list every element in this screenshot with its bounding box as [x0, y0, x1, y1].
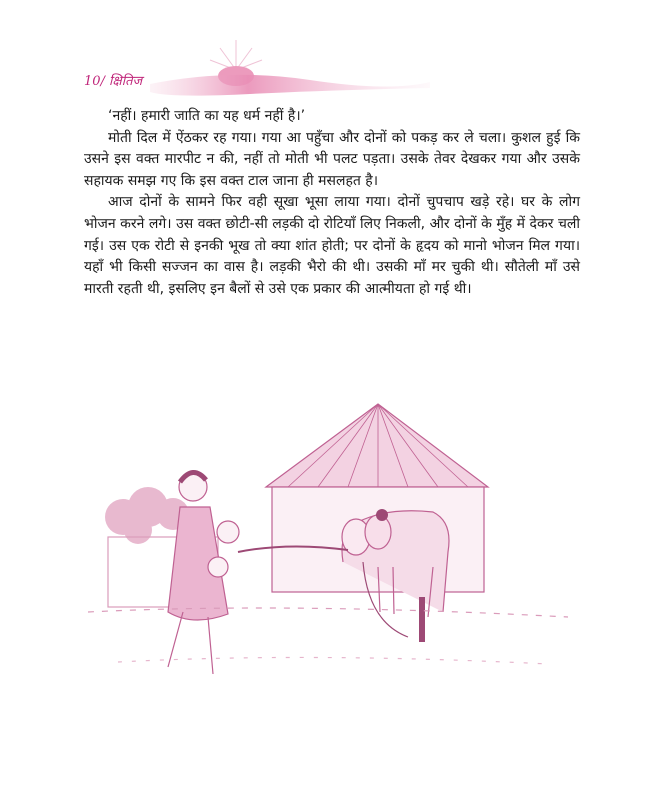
sunrise-banner-icon	[150, 38, 430, 100]
paragraph-girl: आज दोनों के सामने फिर वही सूखा भूसा लाया गया। दोनों चुपचाप खड़े रहे। घर के लोग भोजन करने लगे। उस वक्त छोटी-सी लड़की दो रोटियाँ लिए निकली, और दोनों के मुँह में देकर चली गई। उस एक रोटी से इनकी भूख तो क्या शांत होती; पर दोनों के हृदय को मानो भोजन मिल गया। यहाँ भी किसी सज्जन का वास है। लड़की भैरो की थी। उसकी माँ मर चुकी थी। सौतेली माँ उसे मारती रहती थी, इसलिए इन बैलों से उसे एक प्रकार की आत्मीयता हो गई थी।	[84, 194, 580, 297]
page-header	[0, 0, 650, 100]
paragraph-dialogue: ‘नहीं। हमारी जाति का यह धर्म नहीं है।’	[108, 108, 306, 124]
story-text	[84, 106, 580, 300]
paragraph-moti: मोती दिल में ऐंठकर रह गया। गया आ पहुँचा और दोनों को पकड़ कर ले चला। कुशल हुई कि उसने इस वक्त मारपीट न की, नहीं तो मोती भी पलट पड़ता। उसके तेवर देखकर गया और उसके सहायक समझ गए कि इस वक्त टाल जाना ही मसलहत है।	[84, 129, 580, 189]
story-illustration	[88, 402, 580, 702]
page-number-label: 10/ क्षितिज	[84, 74, 143, 89]
